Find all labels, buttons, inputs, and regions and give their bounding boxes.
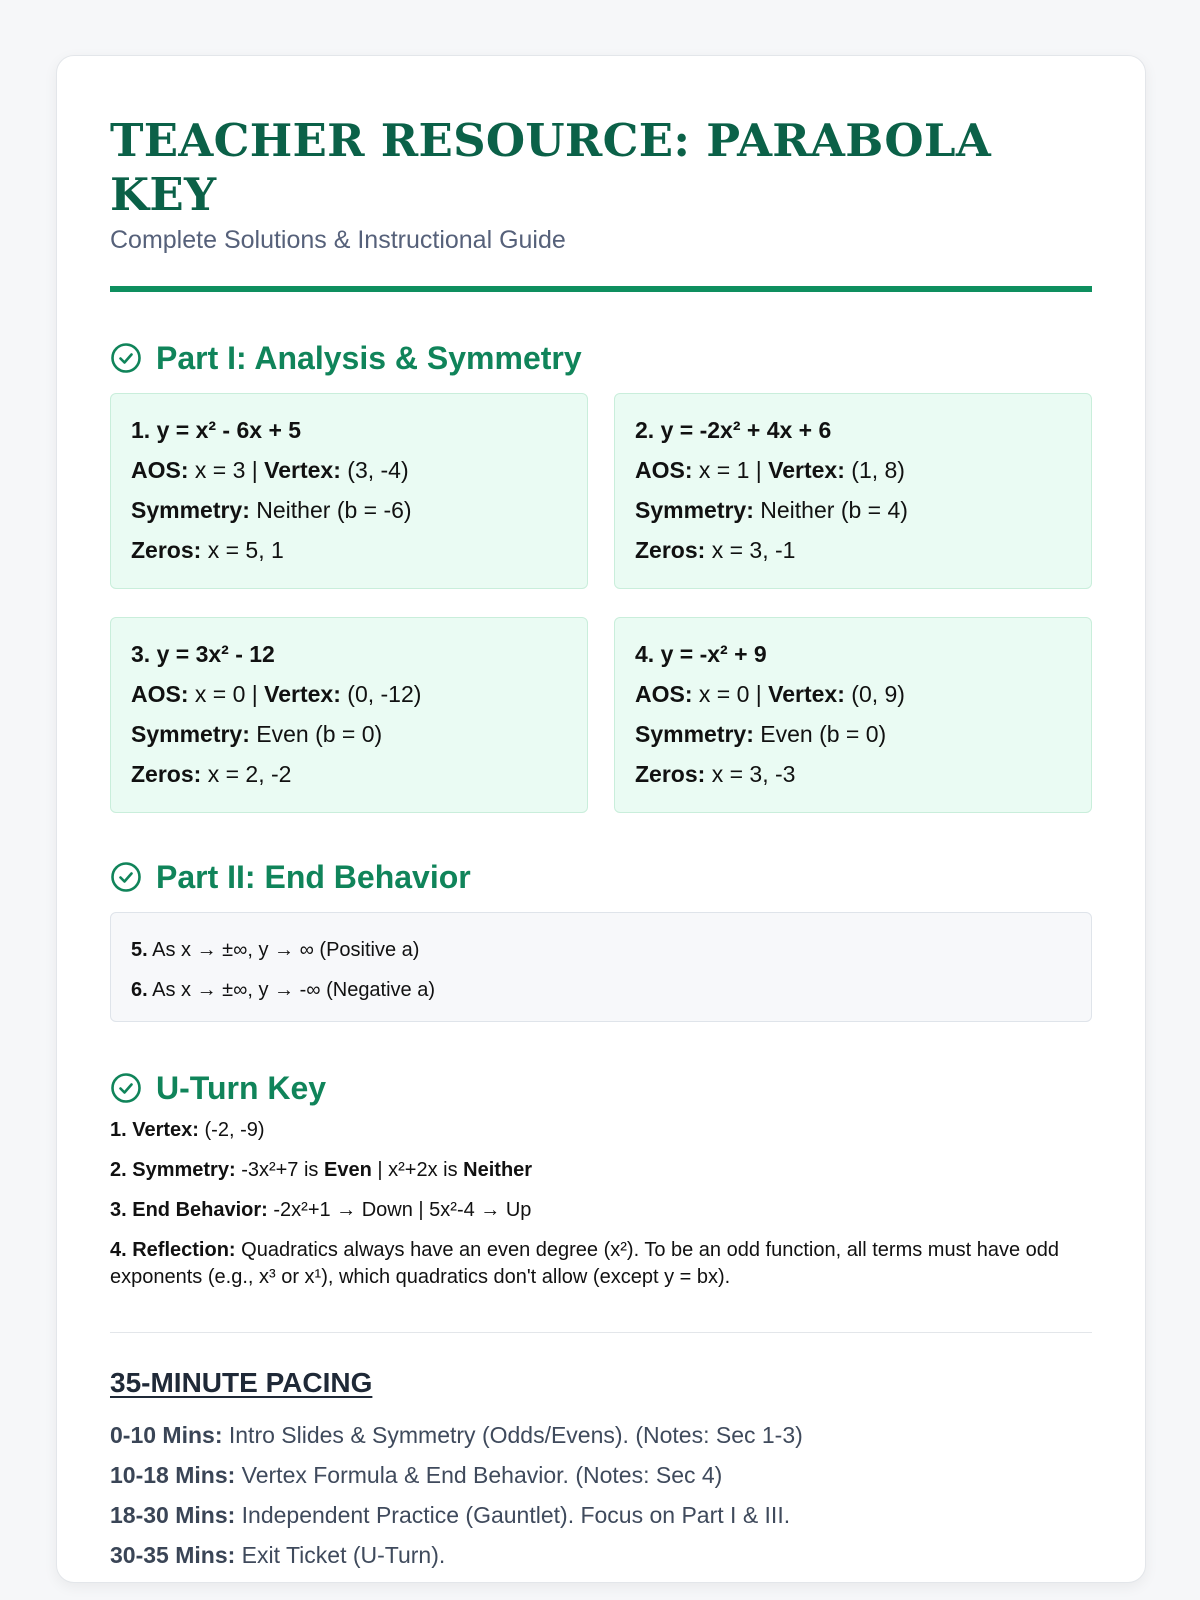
zeros-value: x = 3, -3 — [711, 761, 796, 787]
aos-value: x = 0 — [194, 681, 246, 707]
problem-card-1 — [110, 393, 588, 589]
zeros-value: x = 5, 1 — [207, 537, 284, 563]
part2-heading-label: Part II: End Behavior — [156, 858, 471, 895]
problem-equation: 4. y = -x² + 9 — [635, 641, 767, 667]
uturn-end-behavior-label: 3. End Behavior: — [110, 1199, 268, 1221]
check-circle-icon — [110, 342, 142, 374]
uturn-reflection-label: 4. Reflection: — [110, 1239, 236, 1261]
end-behavior-item — [131, 930, 1071, 970]
item-number: 6. — [131, 979, 148, 1001]
answer-key-card — [56, 55, 1146, 1583]
uturn-symmetry-label: 2. Symmetry: — [110, 1159, 236, 1181]
separator: | — [245, 681, 265, 707]
pacing-title: 35-MINUTE PACING — [110, 1367, 373, 1398]
problem-equation: 1. y = x² - 6x + 5 — [131, 417, 302, 443]
symmetry-label: Symmetry: — [635, 721, 754, 747]
part1-heading-label: Part I: Analysis & Symmetry — [156, 339, 582, 376]
symmetry-value: Neither (b = -6) — [256, 497, 412, 523]
symmetry-value: Even (b = 0) — [760, 721, 887, 747]
aos-value: x = 1 — [698, 457, 750, 483]
uturn-vertex-value: (-2, -9) — [204, 1119, 265, 1141]
vertex-value: (3, -4) — [347, 457, 409, 483]
aos-value: x = 0 — [698, 681, 750, 707]
aos-label: AOS: — [131, 457, 189, 483]
problem-grid — [110, 393, 1092, 813]
aos-label: AOS: — [635, 681, 693, 707]
uturn-reflection-line — [110, 1237, 1092, 1291]
symmetry-label: Symmetry: — [131, 721, 250, 747]
pacing-item — [110, 1455, 1092, 1495]
page-title: TEACHER RESOURCE: PARABOLA KEY — [110, 114, 992, 221]
symmetry-label: Symmetry: — [131, 497, 250, 523]
pacing-text: Intro Slides & Symmetry (Odds/Evens). (Notes: Sec 1-3) — [228, 1422, 803, 1448]
uturn-symmetry-even: Even — [324, 1159, 372, 1181]
vertex-label: Vertex: — [768, 681, 845, 707]
uturn-symmetry-text: -3x²+7 is — [241, 1159, 319, 1181]
pacing-item — [110, 1535, 1092, 1575]
uturn-heading — [110, 1068, 1092, 1108]
uturn-heading-label: U-Turn Key — [156, 1069, 327, 1106]
part2-heading — [110, 857, 1092, 897]
item-number: 5. — [131, 939, 148, 961]
vertex-label: Vertex: — [264, 457, 341, 483]
pacing-item — [110, 1415, 1092, 1455]
pacing-list — [110, 1415, 1092, 1575]
pacing-time: 18-30 Mins: — [110, 1502, 236, 1528]
separator: | — [749, 457, 769, 483]
aos-label: AOS: — [635, 457, 693, 483]
uturn-symmetry-line — [110, 1150, 1092, 1190]
problem-equation: 2. y = -2x² + 4x + 6 — [635, 417, 832, 443]
problem-card-3 — [110, 617, 588, 813]
section-divider — [110, 1332, 1092, 1333]
check-circle-icon — [110, 861, 142, 893]
vertex-value: (1, 8) — [851, 457, 905, 483]
pacing-text: Independent Practice (Gauntlet). Focus on Part I & III. — [241, 1502, 791, 1528]
item-text: As x → ±∞, y → -∞ (Negative a) — [152, 979, 436, 1001]
zeros-label: Zeros: — [635, 537, 706, 563]
zeros-label: Zeros: — [131, 537, 202, 563]
problem-equation: 3. y = 3x² - 12 — [131, 641, 275, 667]
zeros-value: x = 2, -2 — [207, 761, 292, 787]
header-divider — [110, 286, 1092, 292]
separator: | — [245, 457, 265, 483]
item-text: As x → ±∞, y → ∞ (Positive a) — [152, 939, 420, 961]
symmetry-value: Even (b = 0) — [256, 721, 383, 747]
vertex-value: (0, -12) — [347, 681, 422, 707]
aos-value: x = 3 — [194, 457, 246, 483]
pacing-item — [110, 1495, 1092, 1535]
page-subtitle: Complete Solutions & Instructional Guide — [110, 226, 566, 254]
pacing-time: 30-35 Mins: — [110, 1542, 236, 1568]
uturn-vertex-line — [110, 1110, 1092, 1150]
vertex-label: Vertex: — [264, 681, 341, 707]
pacing-text: Exit Ticket (U-Turn). — [241, 1542, 446, 1568]
uturn-symmetry-text: | x²+2x is — [377, 1159, 458, 1181]
symmetry-label: Symmetry: — [635, 497, 754, 523]
pacing-text: Vertex Formula & End Behavior. (Notes: Sec 4) — [241, 1462, 723, 1488]
pacing-time: 10-18 Mins: — [110, 1462, 236, 1488]
check-circle-icon — [110, 1072, 142, 1104]
aos-label: AOS: — [131, 681, 189, 707]
problem-card-4 — [614, 617, 1092, 813]
uturn-end-behavior-line — [110, 1190, 1092, 1230]
symmetry-value: Neither (b = 4) — [760, 497, 908, 523]
zeros-label: Zeros: — [131, 761, 202, 787]
uturn-reflection-text: Quadratics always have an even degree (x²). To be an odd function, all terms must have odd exponents (e.g., x³ or x¹), which quadratics don't allow (except y = bx). — [110, 1239, 1060, 1288]
part1-heading — [110, 338, 1092, 378]
uturn-end-behavior-value: -2x²+1 → Down | 5x²-4 → Up — [273, 1199, 532, 1221]
vertex-label: Vertex: — [768, 457, 845, 483]
end-behavior-item — [131, 970, 1071, 1010]
zeros-value: x = 3, -1 — [711, 537, 796, 563]
uturn-vertex-label: 1. Vertex: — [110, 1119, 199, 1141]
pacing-time: 0-10 Mins: — [110, 1422, 223, 1448]
uturn-symmetry-neither: Neither — [463, 1159, 533, 1181]
separator: | — [749, 681, 769, 707]
uturn-answers — [110, 1110, 1092, 1291]
end-behavior-box — [110, 912, 1092, 1022]
zeros-label: Zeros: — [635, 761, 706, 787]
problem-card-2 — [614, 393, 1092, 589]
vertex-value: (0, 9) — [851, 681, 905, 707]
